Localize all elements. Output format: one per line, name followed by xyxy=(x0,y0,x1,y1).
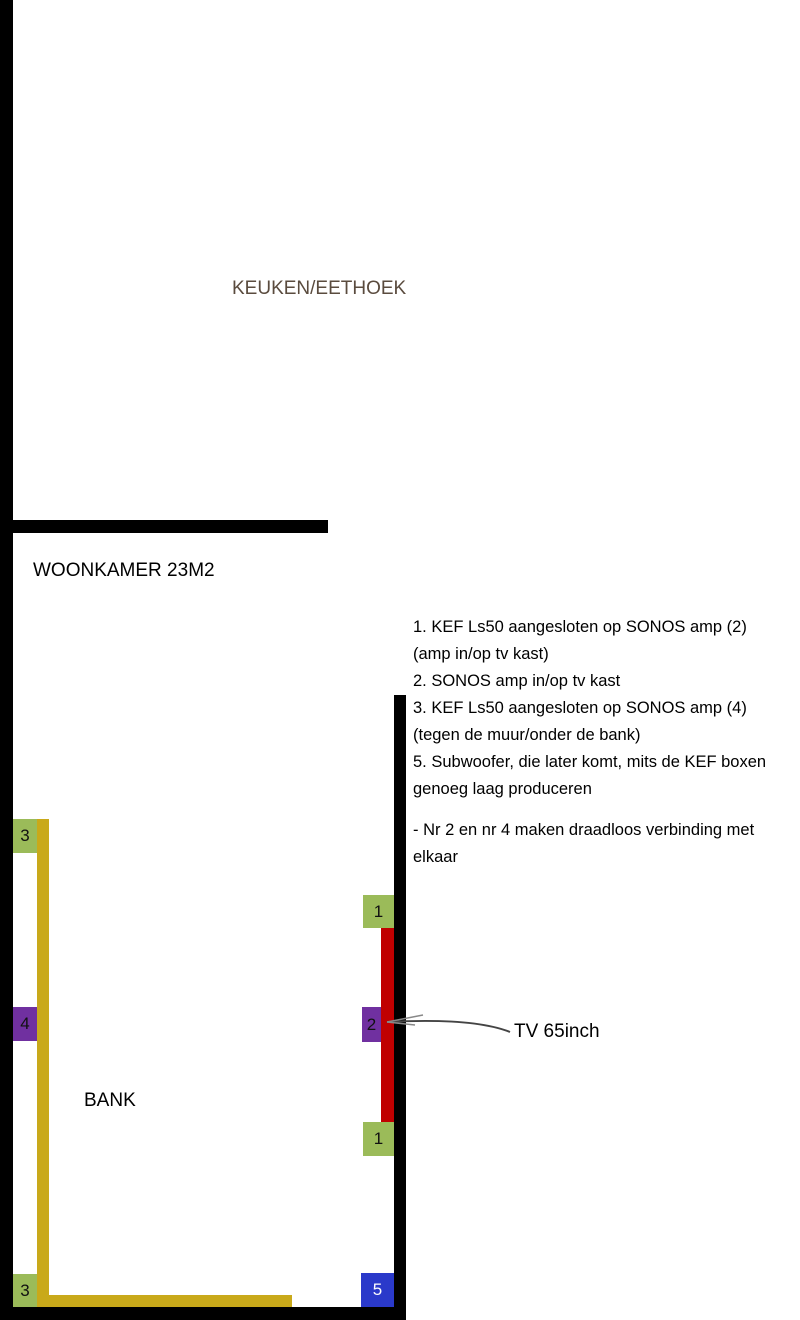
kef-speaker-right-top: 1 xyxy=(363,895,394,928)
partition-wall xyxy=(13,520,328,533)
couch-seat xyxy=(37,1295,292,1307)
note-line: genoeg laag produceren xyxy=(413,780,592,798)
living-room-floor xyxy=(13,695,394,1307)
living-room-label: WOONKAMER 23M2 xyxy=(33,560,215,581)
living-room-right-area xyxy=(328,520,788,533)
note-line: (amp in/op tv kast) xyxy=(413,645,549,663)
kitchen-area xyxy=(13,0,788,520)
note-line: elkaar xyxy=(413,848,458,866)
kef-speaker-right-bottom: 1 xyxy=(363,1122,394,1156)
note-line: (tegen de muur/onder de bank) xyxy=(413,726,641,744)
kef-speaker-left-top: 3 xyxy=(13,819,37,853)
kitchen-label: KEUKEN/EETHOEK xyxy=(232,278,407,299)
couch-label: BANK xyxy=(84,1090,136,1111)
note-line: 3. KEF Ls50 aangesloten op SONOS amp (4) xyxy=(413,699,747,717)
subwoofer: 5 xyxy=(361,1273,394,1307)
kef-speaker-left-bottom: 3 xyxy=(13,1274,37,1307)
tv-label: TV 65inch xyxy=(514,1021,600,1042)
sonos-amp-couch: 4 xyxy=(13,1007,37,1041)
tv-pointer-arrow xyxy=(375,1005,515,1045)
note-line: 5. Subwoofer, die later komt, mits de KEF boxen xyxy=(413,753,767,771)
speaker-notes xyxy=(413,614,793,871)
right-margin xyxy=(788,0,800,695)
note-line: 1. KEF Ls50 aangesloten op SONOS amp (2) xyxy=(413,618,747,636)
note-line: - Nr 2 en nr 4 maken draadloos verbinding met xyxy=(413,821,755,839)
note-line: 2. SONOS amp in/op tv kast xyxy=(413,672,621,690)
couch-back xyxy=(37,819,49,1307)
sonos-amp-tv: 2 xyxy=(362,1007,381,1042)
